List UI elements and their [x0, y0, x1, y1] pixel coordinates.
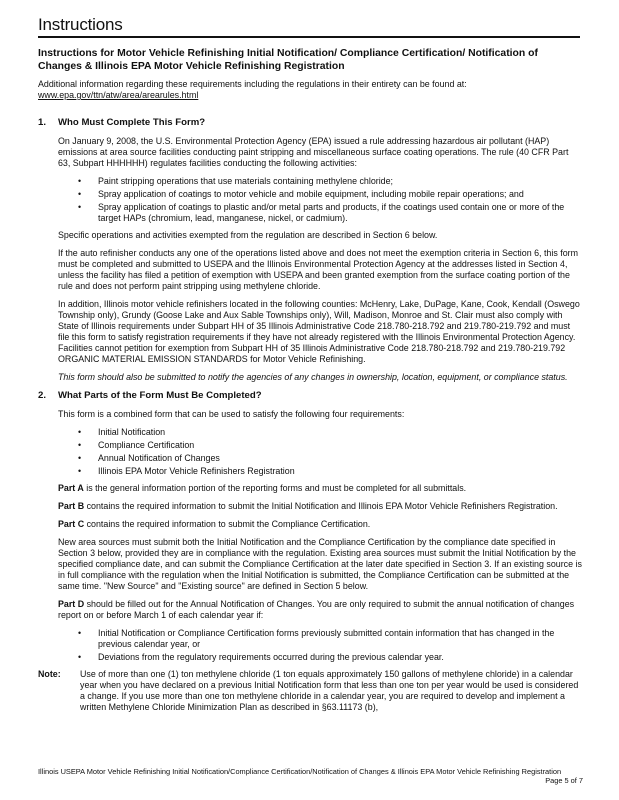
section-1-heading	[38, 117, 583, 128]
requirements-list	[58, 427, 583, 477]
list-item: • Illinois EPA Motor Vehicle Refinishers Registration	[58, 466, 583, 477]
part-label: Part B	[58, 501, 85, 511]
note-block	[38, 669, 583, 713]
page-title: Instructions	[38, 15, 123, 34]
part-b-paragraph	[58, 501, 583, 512]
footer-title: Illinois USEPA Motor Vehicle Refinishing Initial Notification/Compliance Certification/Notification of Changes & Illinois EPA Motor Vehicle Refinishing Registration	[38, 767, 562, 776]
document-body	[38, 117, 583, 713]
part-label: Part C	[58, 519, 85, 529]
note-text: Use of more than one (1) ton methylene chloride (1 ton equals approximately 150 gallons of methylene chloride) in a calendar year when you have declared on a previous Initial Notification form that less than one ton per year would be used is considered a change. If you use more than one ton methylene chloride in a calendar year, you are required to develop and implement a written Methylene Chloride Minimization Plan as described in §63.11173 (b),	[80, 669, 579, 712]
list-item: • Annual Notification of Changes	[58, 453, 583, 464]
section-2-heading	[38, 390, 583, 401]
list-item: • Spray application of coatings to motor vehicle and mobile equipment, including mobile repair operations; and	[58, 189, 583, 200]
paragraph: New area sources must submit both the Initial Notification and the Compliance Certification by the compliance date specified in Section 3 below, provided they are in compliance with the regulation. Existing area sources must submit the Initial Notification by the specified compliance date, and can submit the Compliance Certification at the later date specified in Section 3. If an existing source is in full compliance with the regulation when the Initial Notification is submitted, the Compliance Certification can be submitted at the same time. "New Source" and "Existing source" are defined in Section 5 below.	[58, 537, 582, 591]
part-c-paragraph	[58, 519, 583, 530]
section-number: 1.	[38, 117, 47, 128]
title-divider	[38, 36, 580, 38]
list-item: • Initial Notification	[58, 427, 583, 438]
intro-block	[38, 79, 583, 101]
document-subtitle: Instructions for Motor Vehicle Refinishing Initial Notification/ Compliance Certification/ Notification of Changes & Illinois EPA Motor Vehicle Refinishing Registration	[38, 48, 538, 72]
list-item: • Initial Notification or Compliance Certification forms previously submitted contain information that has changed in the previous calendar year, or	[58, 628, 583, 650]
section-number: 2.	[38, 390, 47, 401]
paragraph: If the auto refinisher conducts any one of the operations listed above and does not meet the exemption criteria in Section 6, this form must be completed and submitted to USEPA and the Illinois Environmental Protection Agency at the addresses listed in Section 4, unless the facility has filed a petition of exemption with USEPA and been granted exemption from the surface coating portion of the rule and does not perform paint stripping using methylene chloride.	[58, 248, 578, 291]
section-title: What Parts of the Form Must Be Completed?	[58, 390, 262, 401]
list-item: • Paint stripping operations that use materials containing methylene chloride;	[58, 176, 583, 187]
part-text: is the general information portion of the reporting forms and must be completed for all submittals.	[83, 483, 467, 493]
part-a-paragraph	[58, 483, 583, 494]
part-label: Part D	[58, 599, 85, 609]
part-text: contains the required information to submit the Initial Notification and Illinois EPA Motor Vehicle Refinishers Registration.	[84, 501, 558, 511]
section-2-content	[58, 409, 583, 663]
activity-list	[58, 176, 583, 224]
section-1-content	[58, 136, 583, 383]
page-footer	[38, 767, 583, 785]
note-label: Note:	[38, 669, 61, 679]
page-number: Page 5 of 7	[545, 776, 583, 785]
intro-link[interactable]: www.epa.gov/ttn/atw/area/arearules.html	[38, 90, 199, 100]
part-text: contains the required information to submit the Compliance Certification.	[84, 519, 371, 529]
list-item: • Compliance Certification	[58, 440, 583, 451]
paragraph: Specific operations and activities exempted from the regulation are described in Section 6 below.	[58, 230, 438, 240]
part-text: should be filled out for the Annual Notification of Changes. You are only required to submit the annual notification of changes report on or before March 1 of each calendar year if:	[58, 599, 575, 620]
section-title: Who Must Complete This Form?	[58, 117, 206, 128]
paragraph: On January 9, 2008, the U.S. Environmental Protection Agency (EPA) issued a rule addressing hazardous air pollutant (HAP) emissions at area source facilities conducting paint stripping and miscellaneous surface coating operations. The rule (40 CFR Part 63, Subpart HHHHHH) regulates facilities conducting the following activities:	[58, 136, 569, 168]
intro-text: Additional information regarding these requirements including the regulations in their entirety can be found at:	[38, 79, 467, 89]
list-item: • Spray application of coatings to plastic and/or metal parts and products, if the coatings used contain one or more of the target HAPs (chromium, lead, manganese, nickel, or cadmium).	[58, 202, 583, 224]
list-item: • Deviations from the regulatory requirements occurred during the previous calendar year.	[58, 652, 583, 663]
paragraph: In addition, Illinois motor vehicle refinishers located in the following counties: McHenry, Lake, DuPage, Kane, Cook, Kendall (Oswego Township only), Grundy (Goose Lake and Aux Sable Townships only), Will, Madison, Monroe and St. Clair must also comply with State of Illinois requirements under Subpart HH of 35 Illinois Administrative Code 218.780-218.792 and 219.780-219.792 and must file this form to satisfy registration requirements if they have not already registered with the Illinois Environmental Protection Agency. Facilities cannot petition for exemption from Subpart HH of 35 Illinois Administrative Code 218.780-218.792 and 219.780-219.792 ORGANIC MATERIAL EMISSION STANDARDS for Motor Vehicle Refinishing.	[58, 299, 580, 364]
change-conditions-list	[58, 628, 583, 663]
paragraph-italic: This form should also be submitted to notify the agencies of any changes in ownership, location, equipment, or compliance status.	[58, 372, 568, 382]
part-d-paragraph	[58, 599, 583, 621]
part-label: Part A	[58, 483, 84, 493]
paragraph: This form is a combined form that can be used to satisfy the following four requirements:	[58, 409, 405, 419]
